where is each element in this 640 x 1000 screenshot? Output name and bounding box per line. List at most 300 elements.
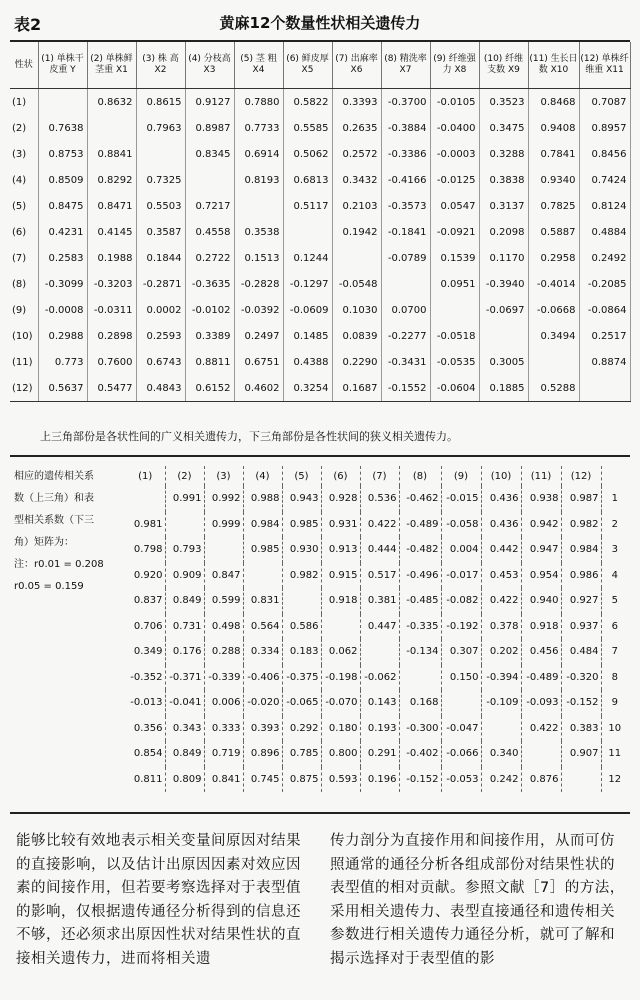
table-cell: 0.1885 [479,375,528,402]
table-cell: 0.909 [165,563,204,589]
table-cell: -0.0105 [430,89,479,116]
table-cell: 0.3838 [479,167,528,193]
table-cell: -0.3431 [381,349,430,375]
table-cell: 0.436 [481,512,521,538]
table-cell: -0.406 [243,665,282,691]
table-cell: 0.5117 [283,193,332,219]
table-cell: 0.7217 [185,193,234,219]
table-cell: -0.2085 [579,271,630,297]
table-cell: 0.3587 [136,219,185,245]
table-row [10,271,630,297]
table-cell: 0.393 [243,716,282,742]
table-cell: 0.7825 [528,193,579,219]
table-cell: 0.422 [521,716,561,742]
table-cell: 0.931 [321,512,360,538]
row-number: 11 [608,748,622,760]
table-cell: -0.300 [399,716,441,742]
table-cell: -0.017 [441,563,481,589]
table-cell: 0.731 [165,614,204,640]
table-cell: 0.943 [282,486,321,512]
table-cell: 0.8987 [185,115,234,141]
table-cell: 0.8124 [579,193,630,219]
table-row [10,89,630,116]
table-cell: 0.334 [243,639,282,665]
table-cell: -0.489 [521,665,561,691]
table-cell: 0.3005 [479,349,528,375]
table-cell: -0.2871 [136,271,185,297]
table-cell: 0.2635 [332,115,381,141]
column-header: (6) [321,466,360,486]
table-cell: 0.8811 [185,349,234,375]
table-cell: -0.3635 [185,271,234,297]
table-cell: 0.3538 [234,219,283,245]
table-cell: 0.875 [282,767,321,793]
table-row [126,716,630,742]
table-cell: 0.849 [165,741,204,767]
table-cell: 0.340 [481,741,521,767]
table-cell: 0.3137 [479,193,528,219]
table-cell: 0.984 [561,537,601,563]
table-cell: 0.927 [561,588,601,614]
table-cell: 0.988 [243,486,282,512]
table-cell [136,141,185,167]
row-label: (6) [10,219,38,245]
table-cell: 0.745 [243,767,282,793]
table-cell [521,741,561,767]
table-cell [282,588,321,614]
column-header: (10) [481,466,521,486]
description-line: 注：r0.01 = 0.208 [14,559,104,570]
table-cell: 0.7325 [136,167,185,193]
table-cell: 0.2290 [332,349,381,375]
column-header: (7) 出麻率 X6 [332,42,381,89]
table-cell: 0.8957 [579,115,630,141]
table-cell [430,297,479,323]
table-cell: -0.3940 [479,271,528,297]
paragraph-left: 能够比较有效地表示相关变量间原因对结果的直接影响，以及估计出原因因素对效应因素的间接作用，但若要考察选择对于表型值的影响，仅根据遗传通径分析得到的信息还不够，还必须求出原因性状对结果性状的直接相关遗传力，进而将相关遗 [16,833,301,967]
table-cell: 0.7841 [528,141,579,167]
table-cell: -0.394 [481,665,521,691]
correlation-matrix [126,466,630,792]
table-cell: 0.8753 [38,141,87,167]
table-cell: 0.180 [321,716,360,742]
table-cell [185,167,234,193]
table-cell [360,639,399,665]
table-cell: 0.920 [126,563,165,589]
table-cell: 0.381 [360,588,399,614]
column-header: (4) 分枝高 X3 [185,42,234,89]
table-cell: 0.0547 [430,193,479,219]
table-cell [479,323,528,349]
table-cell: 0.0951 [430,271,479,297]
table-cell [441,690,481,716]
table-cell: 0.982 [282,563,321,589]
table-row [10,323,630,349]
table-cell: 0.8468 [528,89,579,116]
table-cell: 0.8475 [38,193,87,219]
table-cell: 0.291 [360,741,399,767]
table-row [10,245,630,271]
table-cell: -0.0392 [234,297,283,323]
table-cell: -0.0864 [579,297,630,323]
table-cell: 0.940 [521,588,561,614]
table-cell: 0.985 [282,512,321,538]
table-cell: 0.1539 [430,245,479,271]
table-cell [321,614,360,640]
table-cell: 0.5288 [528,375,579,402]
table-row [10,193,630,219]
table-cell: 0.6743 [136,349,185,375]
column-header: (12) 单株纤维重 X11 [579,42,630,89]
column-header: (2) 单株鲜茎重 X1 [87,42,136,89]
table-cell: 0.4145 [87,219,136,245]
table-cell [381,271,430,297]
table-cell: 0.292 [282,716,321,742]
table-cell: -0.082 [441,588,481,614]
table-cell: 0.2593 [136,323,185,349]
table-cell [332,245,381,271]
row-number: 7 [611,646,618,658]
table-cell: -0.4014 [528,271,579,297]
table-cell: 0.183 [282,639,321,665]
table-cell: 0.913 [321,537,360,563]
table-cell: 0.849 [165,588,204,614]
table-cell: -0.0003 [430,141,479,167]
column-header: (10) 纤维支数 X9 [479,42,528,89]
table-cell [87,115,136,141]
table-cell: -0.0604 [430,375,479,402]
table-cell: 0.831 [243,588,282,614]
table-cell: 0.928 [321,486,360,512]
column-header: (1) [126,466,165,486]
table-cell: 0.196 [360,767,399,793]
column-header: (12) [561,466,601,486]
row-label: (5) [10,193,38,219]
row-label: (1) [10,89,38,116]
column-header: (7) [360,466,399,486]
table-cell: 0.288 [204,639,243,665]
table-cell: -0.0609 [283,297,332,323]
table-row [10,115,630,141]
table-cell: -0.2828 [234,271,283,297]
table-cell: 0.006 [204,690,243,716]
table-cell: 0.004 [441,537,481,563]
table-row [126,690,630,716]
table-cell: 0.982 [561,512,601,538]
heritability-table [10,42,631,402]
table-cell: -0.482 [399,537,441,563]
column-header: (5) 茎 粗 X4 [234,42,283,89]
table-cell: 0.800 [321,741,360,767]
table-cell: 0.7424 [579,167,630,193]
table-cell: 0.4558 [185,219,234,245]
table-cell: 0.7880 [234,89,283,116]
table-label: 表2 [14,15,42,34]
table-cell: 0.1030 [332,297,381,323]
table-cell: 0.444 [360,537,399,563]
table-cell: 0.202 [481,639,521,665]
table-cell: 0.1687 [332,375,381,402]
table-cell: -0.402 [399,741,441,767]
table-cell: 0.7638 [38,115,87,141]
column-header: (1) 单株干皮重 Y [38,42,87,89]
table-row [10,297,630,323]
table-cell: -0.0668 [528,297,579,323]
row-label: (7) [10,245,38,271]
table-cell: -0.0789 [381,245,430,271]
table-cell: 0.984 [243,512,282,538]
table-row [10,375,630,402]
table-cell: -0.152 [399,767,441,793]
table-cell: 0.0700 [381,297,430,323]
table-row [126,665,630,691]
row-label: (11) [10,349,38,375]
row-label: (10) [10,323,38,349]
table-cell: 0.719 [204,741,243,767]
table-cell: 0.5062 [283,141,332,167]
table-cell [165,512,204,538]
table-cell: 0.3288 [479,141,528,167]
table-cell: 0.9127 [185,89,234,116]
matrix-description [14,466,138,598]
row-label: (8) [10,271,38,297]
table-cell: -0.198 [321,665,360,691]
column-header: (8) 精洗率 X7 [381,42,430,89]
table-row [10,219,630,245]
table-cell: 0.8874 [579,349,630,375]
row-number-header [601,466,630,486]
table-cell: 0.837 [126,588,165,614]
table-cell: 0.5585 [283,115,332,141]
table-cell: 0.942 [521,512,561,538]
table-cell: -0.3099 [38,271,87,297]
table-cell [399,665,441,691]
table-cell: 0.1844 [136,245,185,271]
table-cell: 0.907 [561,741,601,767]
table-cell: 0.4602 [234,375,283,402]
table-cell: 0.242 [481,767,521,793]
table-cell: 0.8471 [87,193,136,219]
row-number: 12 [608,773,622,785]
table-cell: 0.947 [521,537,561,563]
table-cell: 0.8615 [136,89,185,116]
table-cell: 0.5637 [38,375,87,402]
table-cell: 0.484 [561,639,601,665]
table-row [10,349,630,375]
table-cell: -0.4166 [381,167,430,193]
table-cell: -0.093 [521,690,561,716]
column-header: (5) [282,466,321,486]
table-cell: 0.2898 [87,323,136,349]
description-line: 型相关系数（下三 [14,515,94,526]
table-cell: 0.954 [521,563,561,589]
table-cell: -0.0311 [87,297,136,323]
table-row [126,639,630,665]
table-cell: 0.6751 [234,349,283,375]
table-cell: -0.0548 [332,271,381,297]
table-cell: 0.3254 [283,375,332,402]
correlation-matrix-block [14,466,630,806]
table-row [126,486,630,512]
table-cell [243,563,282,589]
row-number: 10 [608,722,622,734]
table-cell: -0.058 [441,512,481,538]
table-cell: -0.3203 [87,271,136,297]
table-cell: 0.773 [38,349,87,375]
table-cell: 0.991 [165,486,204,512]
column-header: (3) [204,466,243,486]
table-cell: 0.349 [126,639,165,665]
table-cell: 0.811 [126,767,165,793]
table-cell: 0.854 [126,741,165,767]
table-cell: -0.496 [399,563,441,589]
column-header: (9) 纤维强力 X8 [430,42,479,89]
table-cell [481,716,521,742]
row-label: (9) [10,297,38,323]
table-cell: 0.2722 [185,245,234,271]
table-cell: 0.7733 [234,115,283,141]
row-number: 3 [611,544,618,556]
table-cell: -0.053 [441,767,481,793]
table-cell: 0.8345 [185,141,234,167]
table-cell: -0.047 [441,716,481,742]
table-cell [528,349,579,375]
row-label: (12) [10,375,38,402]
column-header: (2) [165,466,204,486]
table-cell: -0.066 [441,741,481,767]
row-label: (4) [10,167,38,193]
table-cell: 0.143 [360,690,399,716]
column-header: (11) 生长日数 X10 [528,42,579,89]
table-cell: 0.498 [204,614,243,640]
table-cell [283,219,332,245]
table-cell: -0.152 [561,690,601,716]
table-cell: 0.2517 [579,323,630,349]
table-cell: -0.0921 [430,219,479,245]
table-cell: 0.586 [282,614,321,640]
table-cell: -0.109 [481,690,521,716]
table-cell: -0.3700 [381,89,430,116]
table-cell: 0.2103 [332,193,381,219]
table-cell: 0.6914 [234,141,283,167]
table-cell: 0.2497 [234,323,283,349]
table-cell: 0.447 [360,614,399,640]
table-cell: 0.517 [360,563,399,589]
table-cell: 0.4388 [283,349,332,375]
table-cell: 0.5477 [87,375,136,402]
table-cell: 0.918 [521,614,561,640]
row-label: (3) [10,141,38,167]
table-cell: -0.489 [399,512,441,538]
table-cell: 0.876 [521,767,561,793]
table-cell: 0.307 [441,639,481,665]
table-cell [561,767,601,793]
table-cell: 0.0839 [332,323,381,349]
table-cell: -0.1297 [283,271,332,297]
table-cell: 0.9408 [528,115,579,141]
table-cell: -0.3386 [381,141,430,167]
table-note: 上三角部份是各状性间的广义相关遗传力，下三角部份是各性状间的狭义相关遗传力。 [40,430,458,443]
table-cell: 0.062 [321,639,360,665]
table-cell: 0.785 [282,741,321,767]
table-cell: -0.485 [399,588,441,614]
table-cell: 0.422 [360,512,399,538]
table-cell: 0.1988 [87,245,136,271]
table-row [126,614,630,640]
table-cell: 0.3389 [185,323,234,349]
table-cell: -0.1552 [381,375,430,402]
row-number: 9 [611,697,618,709]
table-cell: -0.3884 [381,115,430,141]
table-cell: -0.0400 [430,115,479,141]
table-cell: 0.1485 [283,323,332,349]
table-cell: -0.062 [360,665,399,691]
table-row [126,767,630,793]
table-cell: 0.981 [126,512,165,538]
table-cell: 0.3523 [479,89,528,116]
table-cell: -0.2277 [381,323,430,349]
table-cell: -0.371 [165,665,204,691]
table-cell: 0.809 [165,767,204,793]
table-cell: -0.015 [441,486,481,512]
table-cell: 0.2988 [38,323,87,349]
table-cell: 0.4231 [38,219,87,245]
row-number: 8 [611,671,618,683]
table-cell: 0.333 [204,716,243,742]
table-cell: 0.999 [204,512,243,538]
table-cell: 0.4843 [136,375,185,402]
bottom-rule [10,812,630,814]
table-cell: 0.986 [561,563,601,589]
table-cell: 0.536 [360,486,399,512]
table-row [126,588,630,614]
description-line: 相应的遗传相关系 [14,471,94,482]
table-cell: 0.436 [481,486,521,512]
mid-rule [10,455,630,457]
table-row [10,141,630,167]
table-cell: 0.7600 [87,349,136,375]
table-cell: 0.593 [321,767,360,793]
table-cell: 0.1942 [332,219,381,245]
table-cell: 0.5822 [283,89,332,116]
table-cell: 0.706 [126,614,165,640]
table-cell: 0.8193 [234,167,283,193]
description-line: r0.05 = 0.159 [14,581,84,592]
row-number: 2 [611,518,618,530]
table-cell: -0.462 [399,486,441,512]
table-cell: -0.0697 [479,297,528,323]
table-cell: -0.013 [126,690,165,716]
table-cell: 0.8509 [38,167,87,193]
table-cell: 0.7963 [136,115,185,141]
table-cell: -0.320 [561,665,601,691]
column-header: (4) [243,466,282,486]
table-row [126,512,630,538]
table-cell: 0.3475 [479,115,528,141]
table-cell: 0.6813 [283,167,332,193]
table-cell: -0.3573 [381,193,430,219]
table-cell [579,375,630,402]
table-cell: 0.937 [561,614,601,640]
table-cell: 0.896 [243,741,282,767]
table-cell: -0.0518 [430,323,479,349]
table-cell: 0.2583 [38,245,87,271]
trait-header: 性状 [10,42,38,89]
description-line: 数（上三角）和表 [14,493,94,504]
table-cell [234,193,283,219]
table-cell: 0.343 [165,716,204,742]
table-cell: 0.5503 [136,193,185,219]
